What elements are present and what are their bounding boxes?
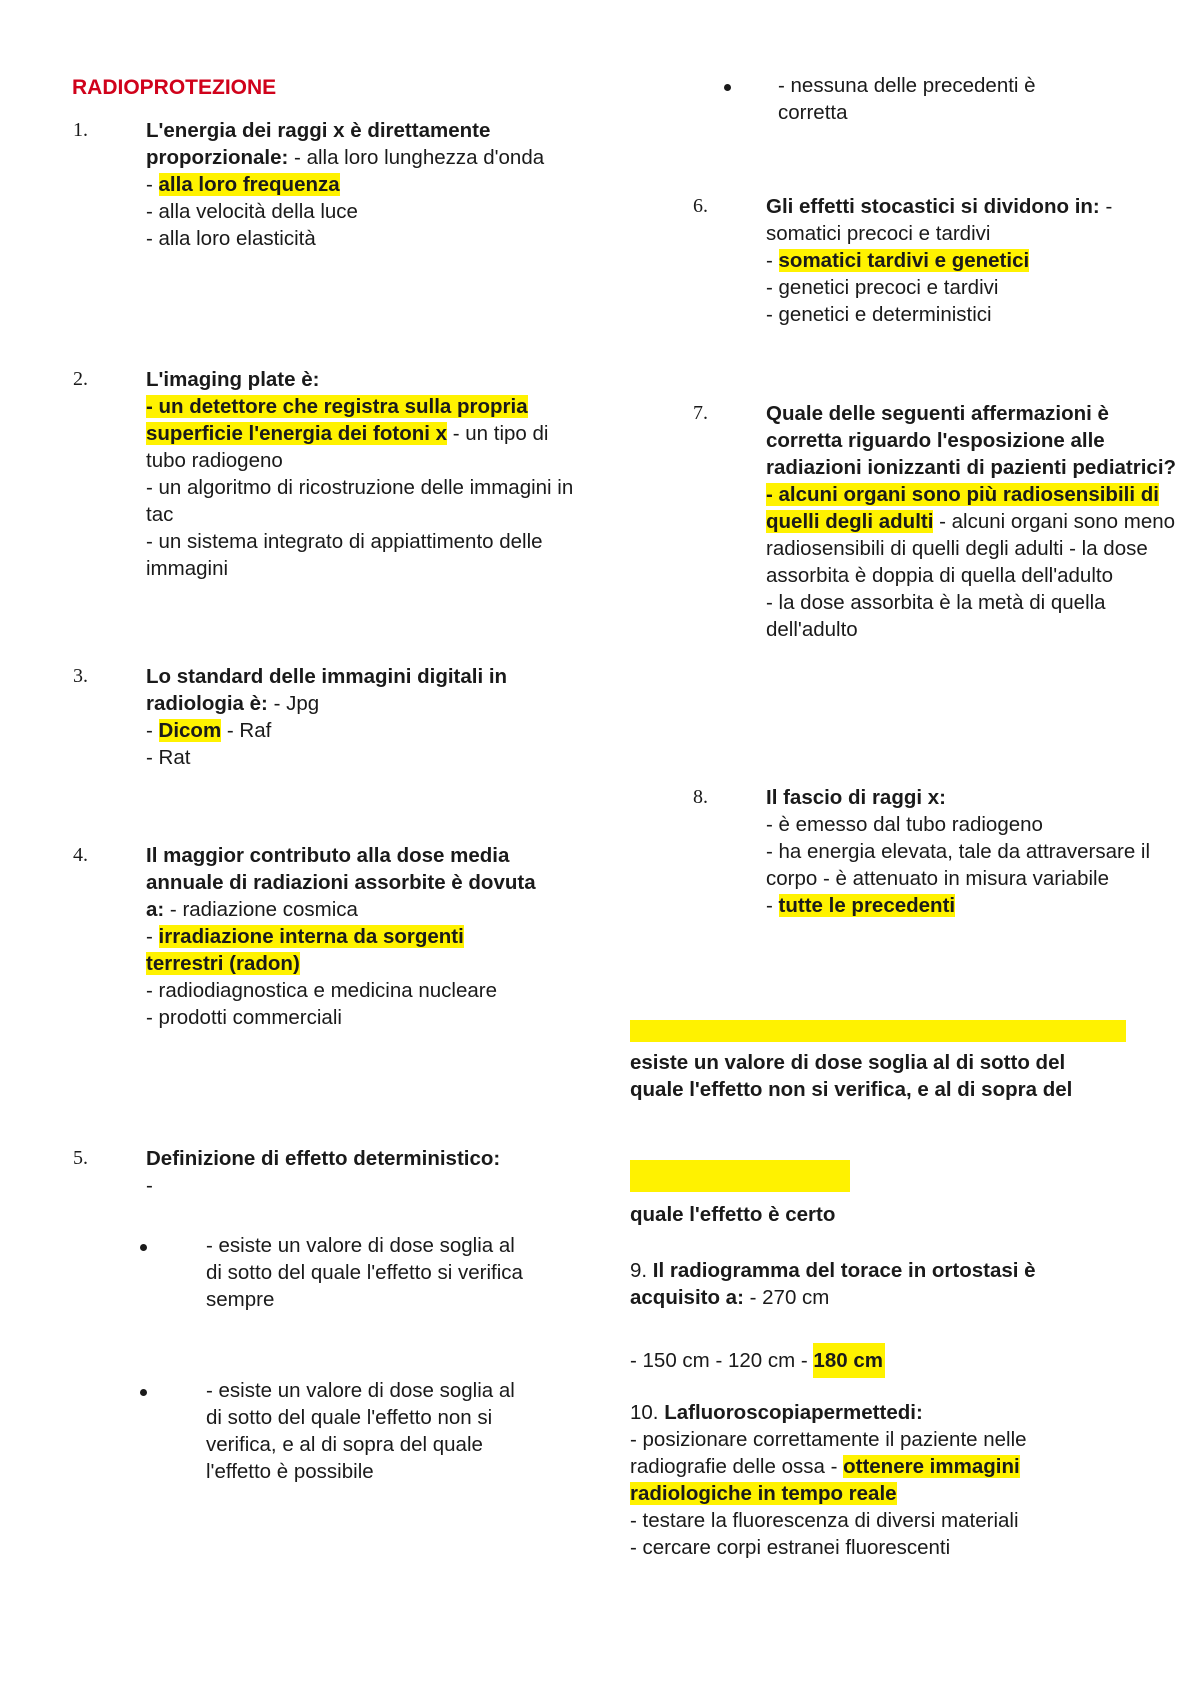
question-number: 10. [630,1401,665,1424]
question-text: Gli effetti stocastici si dividono in: [766,195,1100,218]
question-4 [73,842,600,1031]
question-8 [693,784,1151,919]
question-number: 5. [73,1147,88,1169]
question-7 [693,400,1177,643]
option: - alla velocità della luce [146,200,358,223]
option-dash: - [146,173,159,196]
question-text: L'imaging plate è: [146,368,320,391]
option: - posizionare correttamente il paziente nelle radiografie delle ossa - [630,1428,1027,1478]
option-dash: - [766,249,779,272]
correct-answer: - un detettore che registra sulla propria superficie l'energia dei fotoni x [146,395,528,445]
option: - ha energia elevata, tale da attraversare il corpo - è attenuato in misura variabile [766,840,1151,890]
option: - Raf [221,719,272,742]
option: - 270 cm [743,1286,830,1309]
correct-answer: ottenere immagini radiologiche in tempo reale [630,1455,1020,1505]
bullet-text: - esiste un valore di dose soglia al di sotto del quale l'effetto si verifica sempre [206,1234,523,1311]
question-number: 4. [73,844,88,866]
question-3 [73,663,600,771]
question-10 [630,1399,1110,1561]
question-number: 8. [693,786,708,808]
question-6 [693,193,1130,328]
option: - un algoritmo di ricostruzione delle immagini in tac [146,476,574,526]
question-number: 1. [73,119,88,141]
question-text: Quale delle seguenti affermazioni è corretta riguardo l'esposizione alle radiazioni ionizzanti di pazienti pediatrici? [766,402,1177,479]
answer-fragment [630,1049,1080,1103]
question-text: Il fascio di raggi x: [766,786,946,809]
correct-answer: 180 cm [813,1343,885,1378]
correct-answer: somatici tardivi e genetici [778,249,1030,272]
option: - prodotti commerciali [146,1006,342,1029]
fragment-text: esiste un valore di dose soglia al di sotto del quale l'effetto non si verifica, e al di sopra del [630,1051,1073,1101]
question-text: Il radiogramma del torace in ortostasi è acquisito a: [630,1259,1036,1309]
question-text: Il maggior contributo alla dose media annuale di radiazioni assorbite è dovuta a: [146,844,536,921]
option: - è emesso dal tubo radiogeno [766,813,1043,836]
question-number: 3. [73,665,88,687]
correct-answer: tutte le precedenti [778,894,956,917]
answer-fragment-end [630,1201,1130,1228]
document-title: RADIOPROTEZIONE [72,76,277,99]
option: - cercare corpi estranei fluorescenti [630,1536,951,1559]
question-1 [73,117,600,252]
option: - alla loro elasticità [146,227,316,250]
question-number: 9. [630,1259,653,1282]
highlight-bar [630,1020,1126,1042]
question-text: Lo standard delle immagini digitali in radiologia è: [146,665,508,715]
bullet-dot [140,1389,147,1396]
option: - somatici precoci e tardivi [766,195,1113,245]
option: - testare la fluorescenza di diversi materiali [630,1509,1019,1532]
fragment-text: quale l'effetto è certo [630,1203,836,1226]
bullet-text: - nessuna delle precedenti è corretta [778,74,1036,124]
option: - genetici e deterministici [766,303,992,326]
question-number: 6. [693,195,708,217]
question-number: 7. [693,402,708,424]
bullet-dot [140,1244,147,1251]
option: - radiodiagnostica e medicina nucleare [146,979,497,1002]
bullet-option [146,1377,526,1485]
option: - la dose assorbita è la metà di quella dell'adulto [766,591,1106,641]
option: - genetici precoci e tardivi [766,276,999,299]
option-dash: - [146,925,159,948]
correct-answer: Dicom [158,719,222,742]
option: - un tipo di tubo radiogeno [146,422,549,472]
question-9-options [630,1342,1130,1380]
option-dash: - [766,894,779,917]
option-dash: - [146,1174,153,1197]
option: - Rat [146,746,191,769]
correct-answer: - alcuni organi sono più radiosensibili di quelli degli adulti [766,483,1159,533]
option: - Jpg [267,692,320,715]
bullet-option [730,72,1110,126]
correct-answer: alla loro frequenza [158,173,340,196]
highlight-bar [630,1160,850,1192]
correct-answer: irradiazione interna da sorgenti terrestri (radon) [146,925,464,975]
bullet-dot [724,84,731,91]
option: - radiazione cosmica [164,898,358,921]
question-text: Lafluoroscopiapermettedi: [664,1401,923,1424]
option: - 150 cm - 120 cm - [630,1349,814,1372]
question-text: Definizione di effetto deterministico: [146,1147,501,1170]
question-number: 2. [73,368,88,390]
question-text: L'energia dei raggi x è direttamente proporzionale: [146,119,491,169]
question-2 [73,366,600,582]
option: - alcuni organi sono meno radiosensibili di quelli degli adulti - la dose assorbita è doppia di quella dell'adulto [766,510,1176,587]
option-dash: - [146,719,159,742]
option: - un sistema integrato di appiattimento delle immagini [146,530,543,580]
question-5 [73,1145,600,1199]
bullet-text: - esiste un valore di dose soglia al di sotto del quale l'effetto non si verifica, e al di sopra del quale l'effetto è possibile [206,1379,515,1483]
bullet-option [146,1232,526,1313]
option: - alla loro lunghezza d'onda [288,146,545,169]
question-9 [630,1257,1130,1311]
